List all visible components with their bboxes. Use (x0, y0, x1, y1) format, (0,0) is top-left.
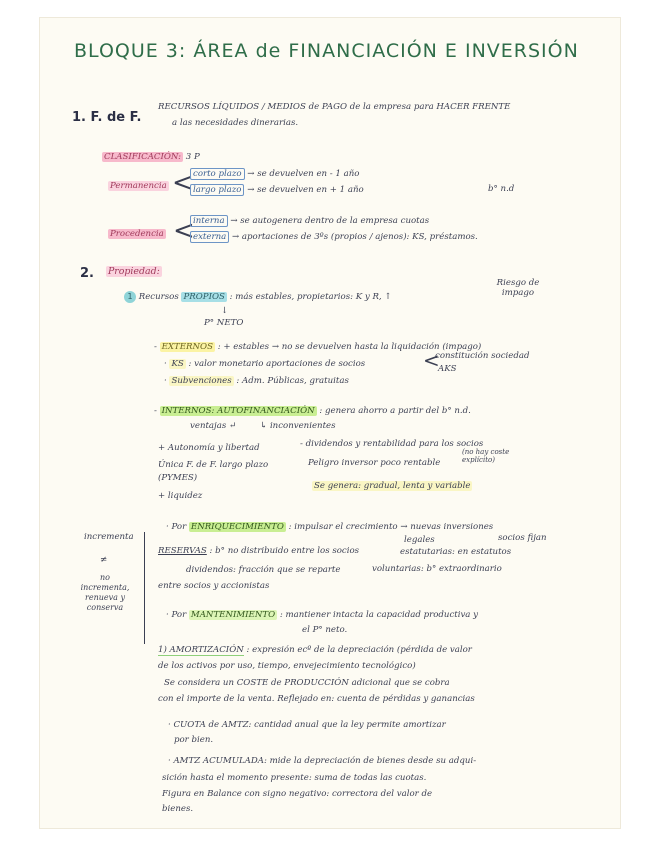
corto-plazo-row (190, 169, 359, 179)
largo-plazo-label: largo plazo (190, 184, 244, 196)
procedencia-label: Procedencia (110, 229, 164, 239)
reservas-entre-socios: entre socios y accionistas (158, 581, 270, 591)
externa-label: externa (190, 231, 229, 243)
internos-label: INTERNOS: AUTOFINANCIACIÓN (161, 406, 315, 416)
clasificacion-label: CLASIFICACIÓN: (104, 152, 182, 162)
reservas-legales: legales (404, 535, 435, 545)
reservas-label: RESERVAS (158, 546, 207, 556)
amtz-acumulada-line4: bienes. (162, 804, 194, 814)
pymes-note: (PYMES) (158, 473, 198, 483)
largo-plazo-row (190, 185, 364, 195)
ventaja-liquidez: + liquidez (158, 491, 203, 501)
amortizacion-text-3: Se considera un COSTE de PRODUCCIÓN adicional que se cobra (164, 678, 450, 688)
riesgo-impago-note: Riesgo de impago (496, 278, 540, 298)
se-genera-row: Se genera: gradual, lenta y variable (314, 481, 471, 491)
section-2-number: 2. (80, 266, 94, 281)
externos-label: EXTERNOS (161, 342, 213, 352)
interna-text: → se autogenera dentro de la empresa (230, 216, 398, 226)
externos-row: - EXTERNOS : + estables → no se devuelven hasta la liquidación (impago) (154, 342, 482, 352)
amtz-acumulada-line1: · AMTZ ACUMULADA: mide la depreciación de bienes desde su adqui- (168, 756, 477, 766)
interna-cuotas: cuotas (400, 216, 430, 226)
externa-text: → aportaciones de 3ºs (propios / ajenos): KS, préstamos. (231, 232, 478, 242)
ks-aks: AKS (438, 364, 457, 374)
reservas-text: : b° no distribuido entre los socios (209, 546, 360, 556)
procedencia-brace: < (173, 216, 195, 246)
margin-brace-line (144, 532, 145, 644)
interna-label: interna (190, 215, 228, 227)
section-2-heading: Propiedad: (108, 266, 160, 277)
reservas-voluntarias: voluntarias: b° extraordinario (372, 564, 502, 574)
mantenimiento-text-2: el P° neto. (302, 625, 348, 635)
internos-row: - INTERNOS: AUTOFINANCIACIÓN : genera ahorro a partir del b° n.d. (154, 406, 471, 416)
cuota-amtz-line1: · CUOTA de AMTZ: cantidad anual que la ley permite amortizar (168, 720, 446, 730)
ventaja-unica-ff: Única F. de F. largo plazo (158, 460, 269, 470)
ks-text: : valor monetario aportaciones de socios (188, 359, 366, 369)
corto-plazo-label: corto plazo (190, 168, 245, 180)
clasificacion-value: 3 P (185, 152, 200, 162)
ks-constitucion: constitución sociedad (435, 351, 530, 361)
ks-label: KS (171, 359, 184, 369)
interna-row (190, 216, 429, 226)
permanencia-label: Permanencia (110, 181, 167, 191)
inconveniente-dividendos: - dividendos y rentabilidad para los socios (300, 439, 484, 449)
corto-plazo-text: → se devuelven en - 1 año (247, 169, 360, 179)
largo-plazo-text: → se devuelven en + 1 año (247, 185, 364, 195)
recursos-label: Recursos (138, 292, 179, 302)
enriquecimiento-row: · Por ENRIQUECIMIENTO : impulsar el crecimiento → nuevas inversiones (166, 522, 494, 532)
mantenimiento-text: : mantiener intacta la capacidad productiva y (279, 610, 479, 620)
externos-text: : + estables → no se devuelven hasta la liquidación (impago) (217, 342, 482, 352)
no-incrementa-note: no incrementa, renueva y conserva (80, 573, 130, 612)
inconveniente-peligro: Peligro inversor poco rentable (308, 458, 441, 468)
recursos-propios-row (124, 291, 392, 303)
amortizacion-row (158, 645, 472, 655)
reservas-estatutarias: estatutarias: en estatutos (400, 547, 512, 557)
incrementa-note: incrementa (84, 532, 134, 542)
cuota-amtz-line2: por bien. (174, 735, 214, 745)
inconveniente-coste-note: (no hay coste explícito) (462, 448, 510, 464)
internos-text: : genera ahorro a partir del b° n.d. (319, 406, 471, 416)
ventaja-autonomia: + Autonomía y libertad (158, 443, 260, 453)
propios-text: : más estables, propietarios: K y R, ↑ (229, 292, 392, 302)
not-equal-mark: ≠ (100, 555, 108, 565)
clasificacion-row (102, 152, 200, 162)
section-1-definition-line1: RECURSOS LÍQUIDOS / MEDIOS de PAGO de la empresa para HACER FRENTE (158, 102, 511, 112)
propios-arrow: ↓ (221, 306, 229, 316)
mantenimiento-label: MANTENIMIENTO (190, 610, 276, 620)
section-1-heading: 1. F. de F. (72, 110, 142, 125)
mantenimiento-row: · Por MANTENIMIENTO : mantiener intacta la capacidad productiva y (166, 610, 479, 620)
section-1-definition-line2: a las necesidades dinerarias. (172, 118, 299, 128)
amtz-acumulada-line3: Figura en Balance con signo negativo: correctora del valor de (162, 789, 433, 799)
ventajas-label: ventajas ↵ (190, 421, 237, 431)
subvenciones-label: Subvenciones (171, 376, 232, 386)
amortizacion-text-1: : expresión ecº de la depreciación (pérdida de valor (246, 645, 472, 655)
subvenciones-text: : Adm. Públicas, gratuitas (236, 376, 349, 386)
notes-page (40, 18, 620, 828)
inconvenientes-label: ↳ inconvenientes (260, 421, 336, 431)
amortizacion-text-4: con el importe de la venta. Reflejado en: cuenta de pérdidas y ganancias (158, 694, 475, 704)
amortizacion-label: 1) AMORTIZACIÓN (158, 645, 244, 655)
enriquecimiento-label: ENRIQUECIMIENTO (190, 522, 284, 532)
reservas-socios-fijan: socios fijan (498, 533, 547, 543)
subvenciones-row: · Subvenciones : Adm. Públicas, gratuitas (164, 376, 349, 386)
amtz-acumulada-line2: sición hasta el momento presente: suma de todas las cuotas. (162, 773, 427, 783)
permanencia-brace: < (172, 168, 194, 198)
amortizacion-text-2: de los activos por uso, tiempo, envejecimiento tecnológico) (158, 661, 416, 671)
externa-row (190, 232, 478, 242)
propios-label: PROPIOS (183, 292, 225, 302)
reservas-row (158, 546, 359, 556)
ks-row: · KS : valor monetario aportaciones de socios (164, 359, 366, 369)
ks-brace: < (423, 348, 440, 372)
page-title: BLOQUE 3: ÁREA de FINANCIACIÓN E INVERSIÓN (74, 40, 579, 62)
reservas-dividendos: dividendos: fracción que se reparte (186, 565, 341, 575)
bnd-note: b° n.d (488, 184, 515, 194)
patrimonio-neto: P° NETO (204, 318, 244, 328)
enriquecimiento-text: : impulsar el crecimiento → nuevas inversiones (288, 522, 494, 532)
item-1-marker: 1 (124, 291, 136, 303)
